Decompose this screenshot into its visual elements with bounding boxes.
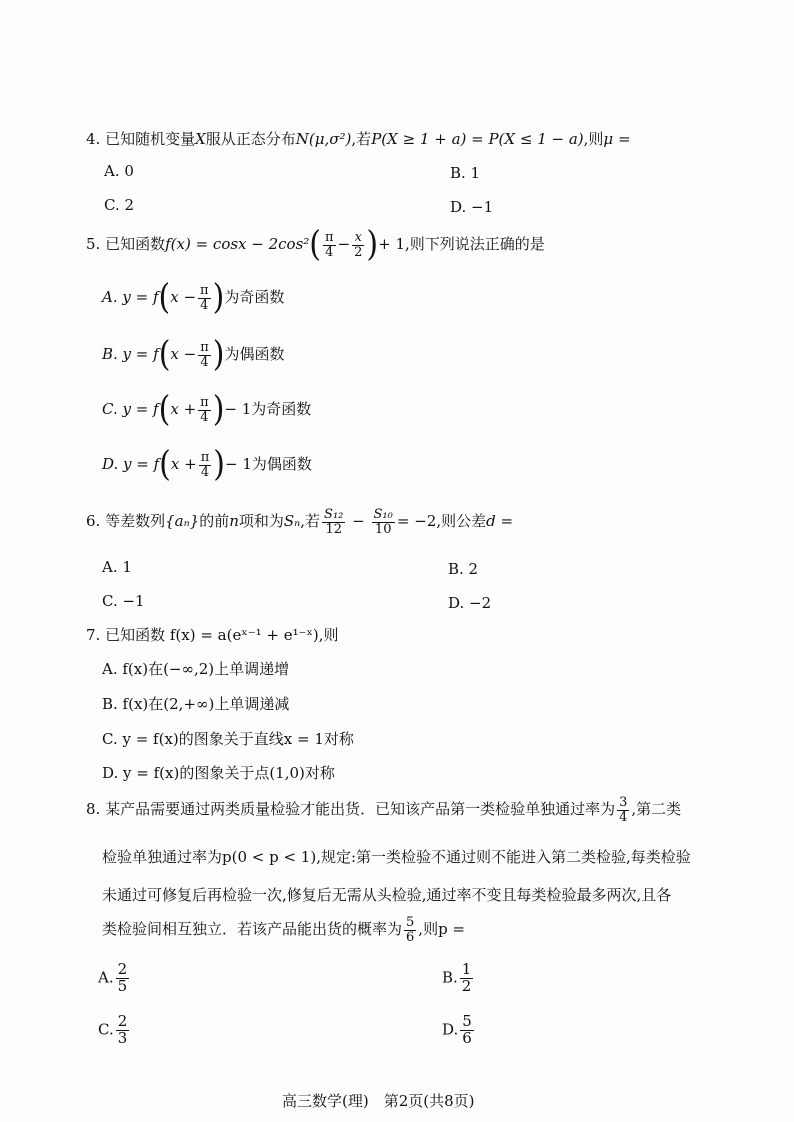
q4-var: X (195, 130, 206, 148)
q5-frac-x2: $\frac{x}{2}$ (354, 229, 363, 260)
q5-stem: 5. 已知函数f(x) = cosx − 2cos²( $\frac{\pi}{4}$ − $\frac{x}{2}$ )+ 1,则下列说法正确的是 (86, 224, 545, 265)
q8-frac-3-4: $\frac{3}{4}$ (619, 795, 628, 825)
q4-condition: P(X ≥ 1 + a) = P(X ≤ 1 − a) (371, 130, 584, 148)
q8-frac-5-6: $\frac{5}{6}$ (406, 915, 415, 945)
q4-mu: μ = (603, 130, 631, 148)
q5-stem-text: 5. 已知函数 (86, 235, 166, 253)
q5-frac-pi4: $\frac{\pi}{4}$ (325, 229, 334, 260)
q8-option-b: B. $\frac{1}{2}$ (442, 960, 472, 995)
q4-distribution: N(μ,σ²) (295, 130, 352, 148)
q7-stem: 7. 已知函数 f(x) = a(eˣ⁻¹ + e¹⁻ˣ),则 (86, 626, 339, 644)
q8-line-3: 未通过可修复后再检验一次,修复后无需从头检验,通过率不变且每类检验最多两次,且各 (102, 886, 672, 904)
q8-line-2: 检验单独通过率为p(0 < p < 1),规定:第一类检验不通过则不能进入第二类检验,每类检验 (102, 848, 691, 866)
q4-stem-text-2: 服从正态分布 (205, 130, 296, 148)
q8-line-1: 8. 某产品需要通过两类质量检验才能出货．已知该产品第一类检验单独通过率为 $\frac{3}{4}$ ,第二类 (86, 795, 682, 825)
q6-frac-s10: $\frac{\text{S₁₀}}{10}$ (373, 507, 393, 537)
q5-function: f(x) = cosx − 2cos² (165, 235, 310, 253)
q4-stem-text-3: ,若 (351, 130, 372, 148)
q4-option-b: B. 1 (450, 164, 481, 182)
q8-option-c: C. $\frac{2}{3}$ (98, 1012, 128, 1047)
q7-option-c: C. y = f(x)的图象关于直线x = 1对称 (102, 730, 354, 748)
q4-stem (86, 128, 631, 149)
q4-stem-text-4: ,则 (583, 130, 604, 148)
q7-option-a: A. f(x)在(−∞,2)上单调递增 (102, 660, 290, 678)
q4-option-c: C. 2 (104, 196, 135, 214)
q5-left-paren: ( (309, 224, 322, 265)
q5-option-d: D. y = f(x + $\frac{\pi}{4}$ )− 1为偶函数 (102, 444, 312, 485)
q8-option-a: A. $\frac{2}{5}$ (98, 960, 128, 995)
q6-stem: 6. 等差数列{aₙ}的前n项和为Sₙ,若 $\frac{\text{S₁₂}}{12}$ − $\frac{\text{S₁₀}}{10}$ = −2,则公差d = (86, 507, 514, 537)
q5-option-c: C. y = f(x + $\frac{\pi}{4}$ )− 1为奇函数 (102, 389, 312, 430)
q4-option-d: D. −1 (450, 198, 494, 216)
q7-option-b: B. f(x)在(2,+∞)上单调递减 (102, 695, 290, 713)
q6-frac-s12: $\frac{\text{S₁₂}}{12}$ (324, 507, 344, 537)
q6-option-b: B. 2 (448, 560, 479, 578)
q6-option-c: C. −1 (102, 592, 145, 610)
q8-line-4: 类检验间相互独立．若该产品能出货的概率为 $\frac{5}{6}$ ,则p = (102, 915, 466, 945)
page-footer: 高三数学(理) 第2页(共8页) (282, 1092, 475, 1110)
q5-option-b: B. y = f(x − $\frac{\pi}{4}$ )为偶函数 (102, 334, 285, 375)
q5-right-paren: ) (366, 224, 379, 265)
q5-stem-tail: + 1,则下列说法正确的是 (378, 235, 545, 253)
q4-option-a: A. 0 (104, 162, 134, 180)
q5-option-a: A. y = f(x − $\frac{\pi}{4}$ )为奇函数 (102, 277, 285, 318)
q4-stem-text: 4. 已知随机变量 (86, 130, 196, 148)
q6-option-d: D. −2 (448, 594, 492, 612)
q6-sequence: {aₙ} (165, 512, 200, 531)
q6-option-a: A. 1 (102, 558, 132, 576)
q8-option-d: D. $\frac{5}{6}$ (442, 1012, 472, 1047)
q7-option-d: D. y = f(x)的图象关于点(1,0)对称 (102, 764, 335, 782)
